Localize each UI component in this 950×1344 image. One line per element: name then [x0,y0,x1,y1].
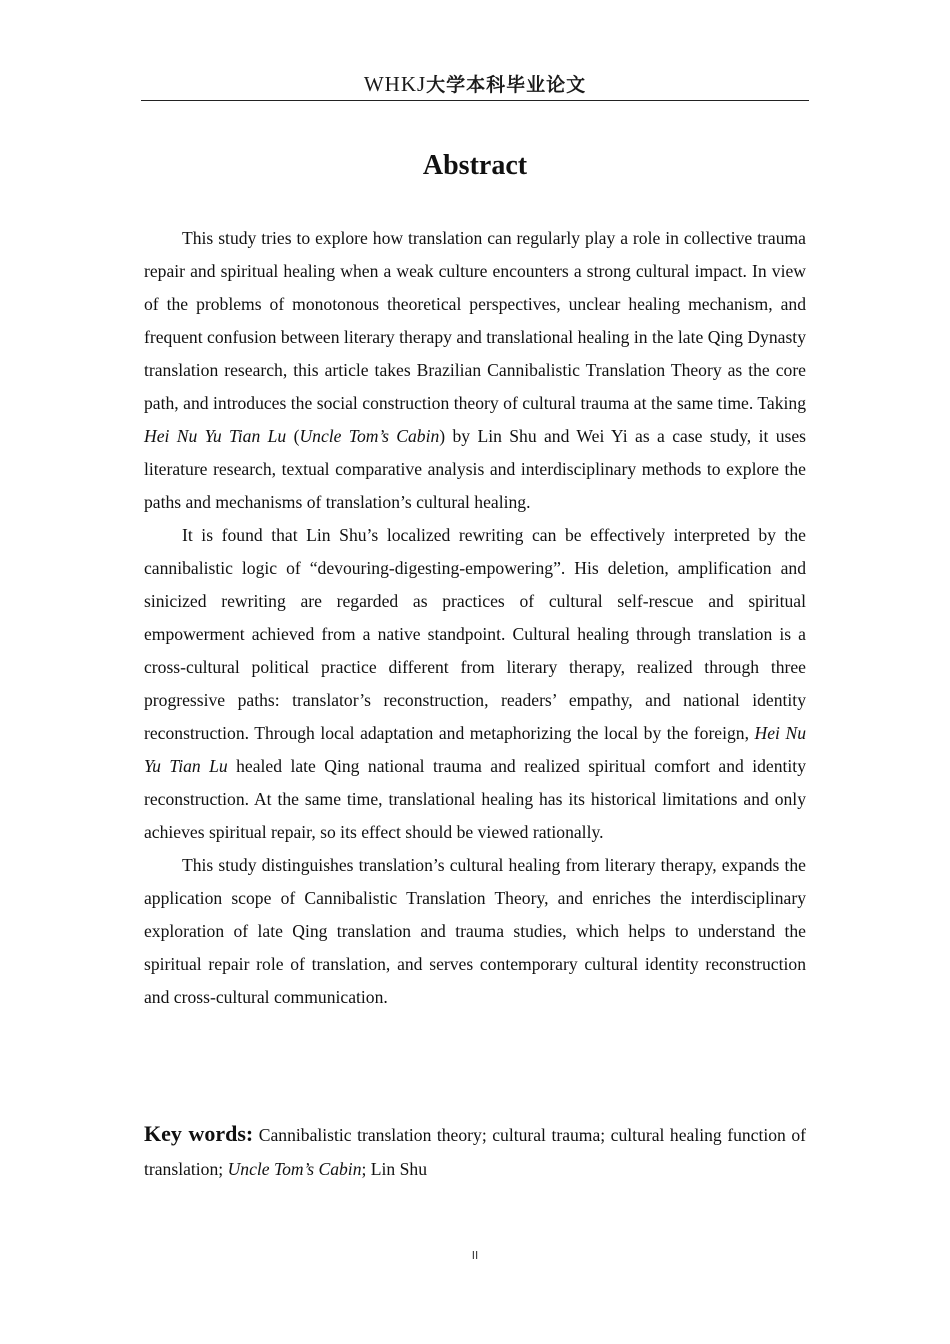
text-segment: ( [286,426,300,446]
page-number: II [471,1249,479,1262]
header-divider [141,100,809,101]
keywords-line [144,1117,806,1186]
italic-title-segment: Hei Nu Yu Tian Lu [144,426,287,446]
text-segment: healed late Qing national trauma and realized spiritual comfort and identity reconstruction. At the same time, translational healing has its historical limitations and only achieves spiritual repair, so its effect should be viewed rationally. [144,756,806,842]
abstract-paragraph-3 [144,849,806,1014]
abstract-paragraph-2 [144,519,806,849]
italic-title-segment: Hei Nu Yu Tian Lu [144,723,806,776]
text-segment: This study distinguishes translation’s cultural healing from literary therapy, expands the application scope of Cannibalistic Translation Theory, and enriches the interdisciplinary exploration of late Qing translation and trauma studies, which helps to understand the spiritual repair role of translation, and serves contemporary cultural identity reconstruction and cross-cultural communication. [144,855,806,1007]
text-segment: ) by Lin Shu and Wei Yi as a case study, it uses literature research, textual comparative analysis and interdisciplinary methods to explore the paths and mechanisms of translation’s cultural healing. [144,426,807,512]
text-segment: It is found that Lin Shu’s localized rewriting can be effectively interpreted by the cannibalistic logic of “devouring-digesting-empowering”. His deletion, amplification and sinicized rewriting are regarded as practices of cultural self-rescue and spiritual empowerment achieved from a native standpoint. Cultural healing through translation is a cross-cultural political practice different from literary therapy, realized through three progressive paths: translator’s reconstruction, readers’ empathy, and national identity reconstruction. Through local adaptation and metaphorizing the local by the foreign, [144,525,806,743]
running-header [141,70,809,100]
keywords-italic-segment: Uncle Tom’s Cabin [227,1159,362,1179]
keywords-label: Key words: [144,1121,254,1146]
keywords-segment: ; Lin Shu [361,1159,427,1179]
header-university-title: 大学本科毕业论文 [426,74,587,96]
keywords-segment: Cannibalistic translation theory; cultural trauma; cultural healing function of translation; [144,1125,806,1179]
page-title: Abstract [422,150,528,181]
text-segment: This study tries to explore how translation can regularly play a role in collective trauma repair and spiritual healing when a weak culture encounters a strong cultural impact. In view of the problems of monotonous theoretical perspectives, unclear healing mechanism, and frequent confusion between literary therapy and translational healing in the late Qing Dynasty translation research, this article takes Brazilian Cannibalistic Translation Theory as the core path, and introduces the social construction theory of cultural trauma at the same time. Taking [144,228,806,413]
abstract-body [144,222,806,1014]
header-prefix: WHKJ [363,72,427,96]
abstract-paragraph-1 [144,222,806,519]
italic-title-segment: Uncle Tom’s Cabin [299,426,440,446]
